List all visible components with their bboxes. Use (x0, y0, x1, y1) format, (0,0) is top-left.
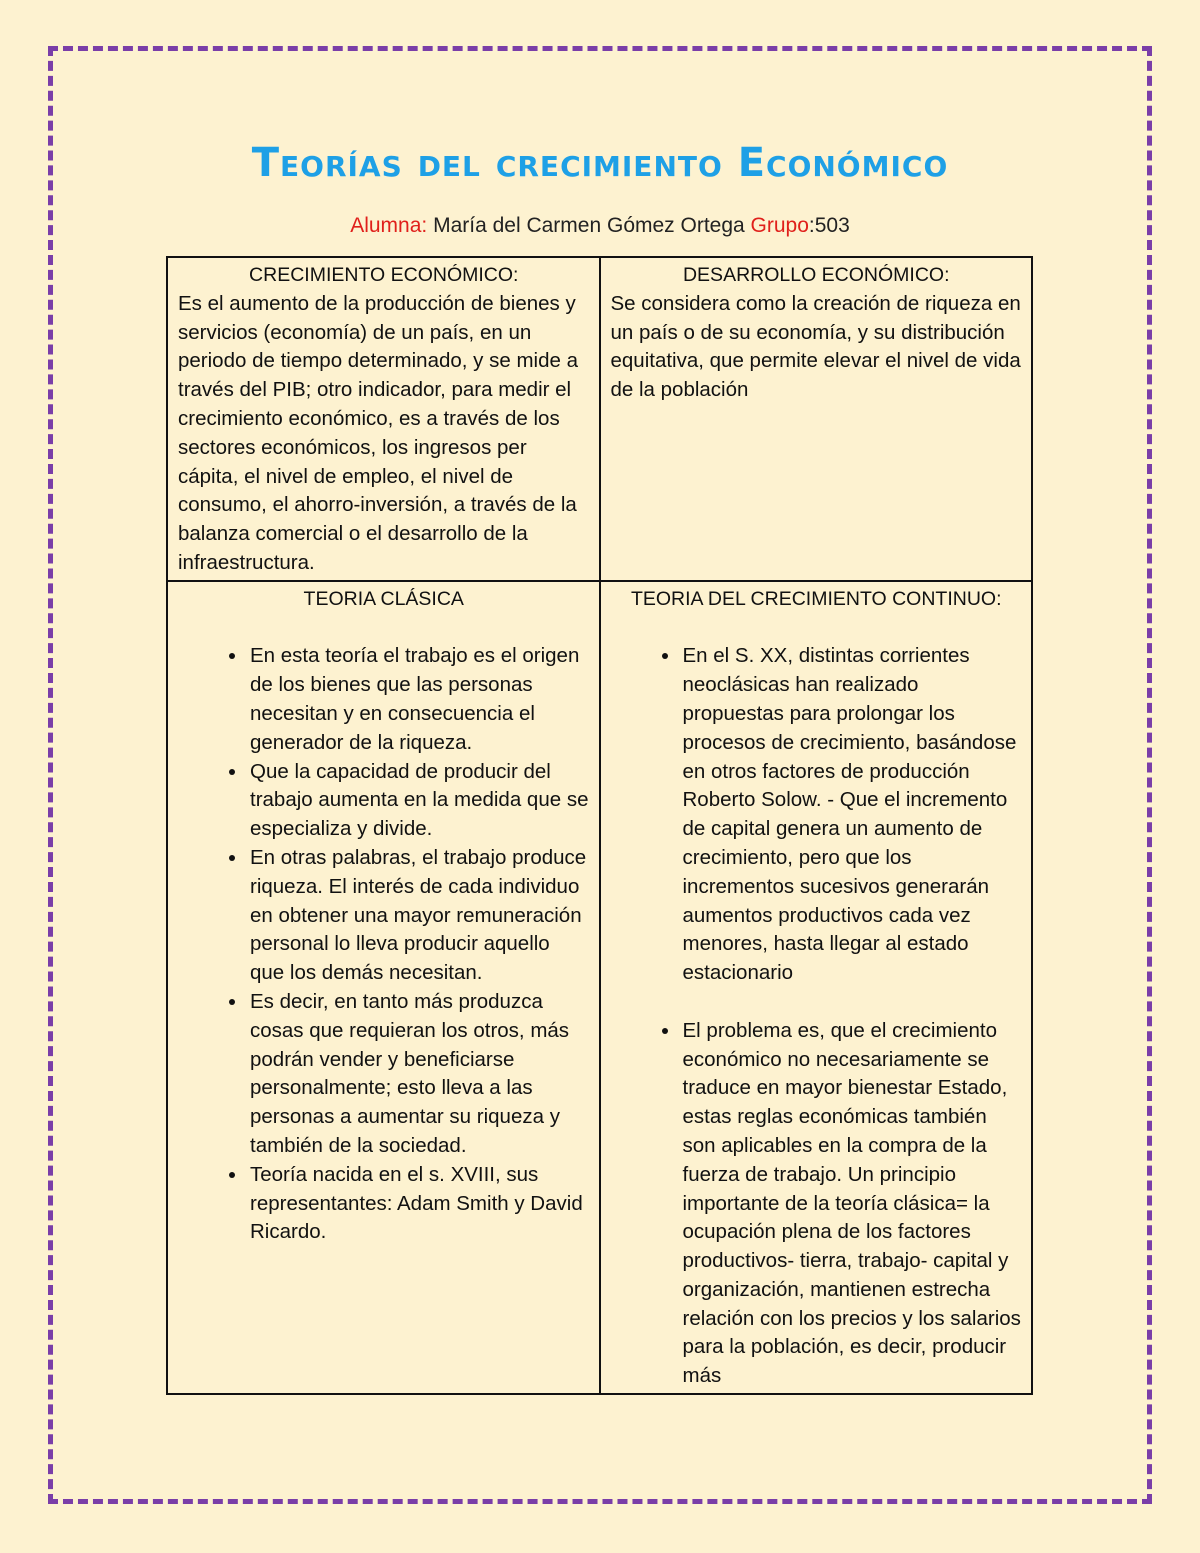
spacer (178, 614, 590, 643)
page-title: Teorías del crecimiento Económico (251, 140, 949, 186)
list-item: • Que la capacidad de producir del trabajo aumenta en la medida que se especializa y divide. (248, 758, 590, 844)
cell-clasica (167, 581, 600, 1394)
cell-heading: TEORIA DEL CRECIMIENTO CONTINUO: (630, 587, 1002, 610)
list-item: • Teoría nacida en el s. XVIII, sus representantes: Adam Smith y David Ricardo. (248, 1161, 590, 1247)
spacer (611, 614, 1023, 643)
student-line (0, 214, 1200, 238)
group-value: :503 (808, 214, 850, 237)
cell-crecimiento (167, 257, 600, 581)
list-item: • El problema es, que el crecimiento económico no necesariamente se traduce en mayor bienestar Estado, estas reglas económicas también son aplicables en la compra de la fuerza de trabajo. Un principio importante de la teoría clásica= la ocupación plena de los factores productivos- tierra, trabajo- capital y organización, mantienen estrecha relación con los precios y los salarios para la población, es decir, producir más (681, 1017, 1023, 1391)
cell-heading: DESARROLLO ECONÓMICO: (682, 264, 950, 286)
list-item: • En el S. XX, distintas corrientes neoclásicas han realizado propuestas para prolongar los procesos de crecimiento, basándose en otros factores de producción Roberto Solow. - Que el incremento de capital genera un aumento de crecimiento, pero que los incrementos sucesivos generarán aumentos productivos cada vez menores, hasta llegar al estado estacionario (681, 642, 1023, 988)
cell-body: Es el aumento de la producción de bienes y servicios (economía) de un país, en un periodo de tiempo determinado, y se mide a través del PIB; otro indicador, para medir el crecimiento económico, es a través de los sectores económicos, los ingresos per cápita, el nivel de empleo, el nivel de consumo, el ahorro-inversión, a través de la balanza comercial o el desarrollo de la infraestructura. (178, 291, 578, 574)
student-label: Alumna: (350, 214, 428, 237)
cell-heading: TEORIA CLÁSICA (303, 587, 464, 610)
bullet-list (611, 1017, 1023, 1391)
list-item: • Es decir, en tanto más produzca cosas que requieran los otros, más podrán vender y beneficiarse personalmente; esto lleva a las personas a aumentar su riqueza y también de la sociedad. (248, 988, 590, 1161)
bullet-list (611, 642, 1023, 988)
spacer (611, 988, 1023, 1017)
bullet-list (178, 642, 590, 1247)
cell-continuo (600, 581, 1033, 1394)
list-item: • En esta teoría el trabajo es el origen de los bienes que las personas necesitan y en consecuencia el generador de la riqueza. (248, 642, 590, 757)
table-row (167, 581, 1032, 1394)
group-label: Grupo (750, 214, 809, 237)
student-name: María del Carmen Gómez Ortega (427, 214, 751, 237)
cell-desarrollo (600, 257, 1033, 581)
cell-heading: CRECIMIENTO ECONÓMICO: (249, 264, 519, 286)
cell-body: Se considera como la creación de riqueza en un país o de su economía, y su distribución equitativa, que permite elevar el nivel de vida de la población (610, 291, 1021, 402)
list-item: • En otras palabras, el trabajo produce riqueza. El interés de cada individuo en obtener una mayor remuneración personal lo lleva producir aquello que los demás necesitan. (248, 844, 590, 988)
table-row (167, 257, 1032, 581)
comparison-table (166, 256, 1033, 1395)
